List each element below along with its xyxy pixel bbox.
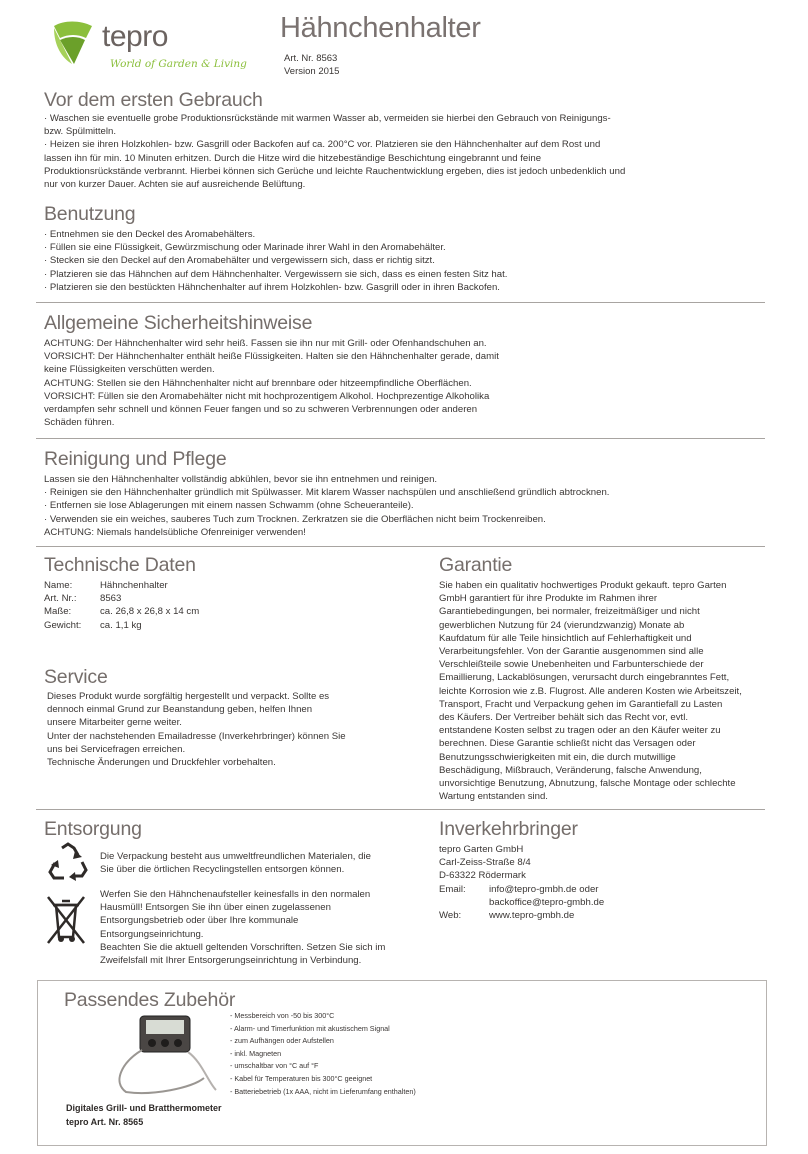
accessory-caption: Digitales Grill- und Bratthermometer tepro Art. Nr. 8565 (66, 1103, 222, 1127)
recycling-icon (46, 842, 90, 884)
safety-text: ACHTUNG: Der Hähnchenhalter wird sehr heiß. Fassen sie ihn nur mit Grill- oder Ofenhandschuhen an. VORSICHT: Der Hähnchenhalter enthält heiße Flüssigkeiten. Halten sie den Hähnchenhalter gerade, damit keine Flüssigkeiten verschütten werden. ACHTUNG: Stellen sie den Hähnchenhalter nicht auf brennbare oder hitzeempfindliche Oberflächen. VORSICHT: Füllen sie den Aromabehälter nicht mit hochprozentigem Alkohol. Hochprezentige Alkoholika verdampfen sehr schnell und können Feuer fangen und so zu schweren Verbrennungen oder anderen Schäden führen. (44, 338, 499, 429)
distributor-address: tepro Garten GmbH Carl-Zeiss-Straße 8/4 D-63322 Rödermark Email: info@tepro-gmbh.de oder backoffice@tepro-gmbh.de Web: www.tepro-gmbh.de (439, 844, 605, 922)
list-item: - Batteriebetrieb (1x AAA, nicht im Lieferumfang enthalten) (230, 1086, 416, 1096)
heading-tech-data: Technische Daten (44, 554, 196, 576)
disposal-packaging-text: Die Verpackung besteht aus umweltfreundlichen Materialen, die Sie über die örtlichen Recyclingstellen entsorgen können. (100, 851, 371, 876)
divider (36, 438, 765, 439)
page-title: Hähnchenhalter (280, 12, 481, 44)
list-item: - Alarm- und Timerfunktion mit akustischem Signal (230, 1023, 390, 1033)
service-text: Dieses Produkt wurde sorgfältig hergestellt und verpackt. Sollte es dennoch einmal Grund zur Beanstandung geben, helfen Ihnen unsere Mitarbeiter gerne weiter. Unter der nachstehenden Emailadresse (Inverkehrbringer) können Sie uns bei Servicefragen erreichen. Technische Änderungen und Druckfehler vorbehalten. (47, 691, 346, 769)
heading-disposal: Entsorgung (44, 818, 142, 840)
brand-logo (50, 16, 250, 78)
heading-safety: Allgemeine Sicherheitshinweise (44, 312, 313, 334)
first-use-text: · Waschen sie eventuelle grobe Produktionsrückstände mit warmen Wasser ab, vermeiden sie hierbei den Gebrauch von Reinigungs- bzw. Spülmitteln. · Heizen sie ihren Holzkohlen- bzw. Gasgrill oder Backofen auf ca. 200°C vor. Platzieren sie den Hähnchenhalter auf dem Rost und lassen ihn für min. 10 Minuten erhitzen. Durch die Hitze wird die hitzebeständige Beschichtung eingebrannt und feine Produktionsrückstände verbrannt. Hierbei können sich Gerüche und leichte Rauchentwicklung ergeben, dies ist jedoch unbedenklich und nur von kurzer Dauer. Achten sie auf ausreichende Belüftung. (44, 113, 626, 191)
leaf-logo-icon (50, 18, 96, 66)
list-item: - Messbereich von -50 bis 300°C (230, 1011, 335, 1020)
article-number: Art. Nr. 8563 (284, 53, 338, 64)
heading-usage: Benutzung (44, 203, 136, 225)
warranty-text: Sie haben ein qualitativ hochwertiges Produkt gekauft. tepro Garten GmbH garantiert für ihre Produkte im Rahmen ihrer Garantiebedingungen, bei normaler, freizeitmäßiger und nicht gewerblichen Nutzung für 24 (vierundzwanzig) Monate ab Kaufdatum für alle Teile hinsichtlich auf Fehlerhaftigkeit und Verarbeitungsfehler. Von der Garantie ausgenommen sind alle Verschleißteile sowie Unebenheiten und Farbunterschiede der Emaillierung, Lackablösungen, verursacht durch eingebranntes Fett, leichte Korrosion wie z.B. Flugrost. Alle anderen Kosten wie Arbeitszeit, Transport, Fracht und Verpackung gehen im Garantiefall zu Lasten des Käufers. Der Vertreiber behält sich das Recht vor, evtl. entstandene Kosten selbst zu tragen oder an den Käufer weiter zu berechnen. Diese Garantie schließt nicht das Versagen oder Benutzungsschwierigkeiten mit ein, die durch mutwillige Beschädigung, Mißbrauch, Veränderung, falsche Anwendung, unvorsichtige Benutzung, Abnutzung, falsche Montage oder schlechte Wartung entstanden sind. (439, 580, 742, 803)
brand-tagline: World of Garden & Living (110, 58, 247, 70)
email-link[interactable]: info@tepro-gmbh.de oder (489, 883, 599, 895)
table-row: Art. Nr.: 8563 (44, 593, 122, 605)
list-item: - Kabel für Temperaturen bis 300°C geeignet (230, 1073, 373, 1083)
brand-wordmark: tepro (102, 20, 168, 53)
list-item: - zum Aufhängen oder Aufstellen (230, 1036, 334, 1046)
disposal-device-text: Werfen Sie den Hähnchenaufsteller keinesfalls in den normalen Hausmüll! Entsorgen Sie ihn über einen zugelassenen Entsorgungsbetrieb oder über Ihre kommunale Entsorgungseinrichtung. Beachten Sie die aktuell geltenden Vorschriften. Setzen Sie sich im Zweifelsfall mit Ihrer Entsorgerungseinrichtung in Verbindung. (100, 889, 386, 967)
table-row: Maße: ca. 26,8 x 26,8 x 14 cm (44, 606, 200, 618)
crossed-bin-icon (46, 893, 86, 945)
heading-distributor: Inverkehrbringer (439, 818, 578, 840)
heading-accessory: Passendes Zubehör (60, 989, 239, 1012)
list-item: - umschaltbar von °C auf °F (230, 1061, 319, 1071)
heading-service: Service (44, 666, 108, 688)
table-row: Name: Hähnchenhalter (44, 580, 168, 591)
divider (36, 809, 765, 810)
usage-text: · Entnehmen sie den Deckel des Aromabehälters. · Füllen sie eine Flüssigkeit, Gewürzmischung oder Marinade ihrer Wahl in den Aromabehälter. · Stecken sie den Deckel auf den Aromabehälter und vergewissern sich, dass er richtig sitzt. · Platzieren sie das Hähnchen auf dem Hähnchenhalter. Vergewissern sie sich, dass es einen festen Sitz hat. · Platzieren sie den bestückten Hähnchenhalter auf ihrem Holzkohlen- bzw. Gasgrill oder in ihren Backofen. (44, 229, 508, 293)
version: Version 2015 (284, 66, 340, 77)
table-row: Gewicht: ca. 1,1 kg (44, 619, 142, 631)
divider (36, 546, 765, 547)
cleaning-text: Lassen sie den Hähnchenhalter vollständig abkühlen, bevor sie ihn entnehmen und reinigen. · Reinigen sie den Hähnchenhalter gründlich mit Spülwasser. Mit klarem Wasser nachspülen und anschließend gründlich abtrocknen. · Entfernen sie lose Ablagerungen mit einem nassen Schwamm (ohne Scheueranteile). · Verwenden sie ein weiches, sauberes Tuch zum Trocknen. Zerkratzen sie die Oberflächen nicht beim Trockenreiben. ACHTUNG: Niemals handelsübliche Ofenreiniger verwenden! (44, 474, 610, 538)
list-item: - inkl. Magneten (230, 1048, 282, 1058)
heading-warranty: Garantie (439, 554, 513, 576)
thermometer-product-image (112, 1012, 220, 1096)
divider (36, 302, 765, 303)
website-link[interactable]: www.tepro-gmbh.de (489, 910, 575, 922)
heading-first-use: Vor dem ersten Gebrauch (44, 89, 263, 111)
heading-cleaning: Reinigung und Pflege (44, 448, 227, 470)
accessory-features (230, 1010, 416, 1098)
email-link-backoffice[interactable]: backoffice@tepro-gmbh.de (489, 896, 605, 908)
tech-data-table (44, 579, 199, 632)
